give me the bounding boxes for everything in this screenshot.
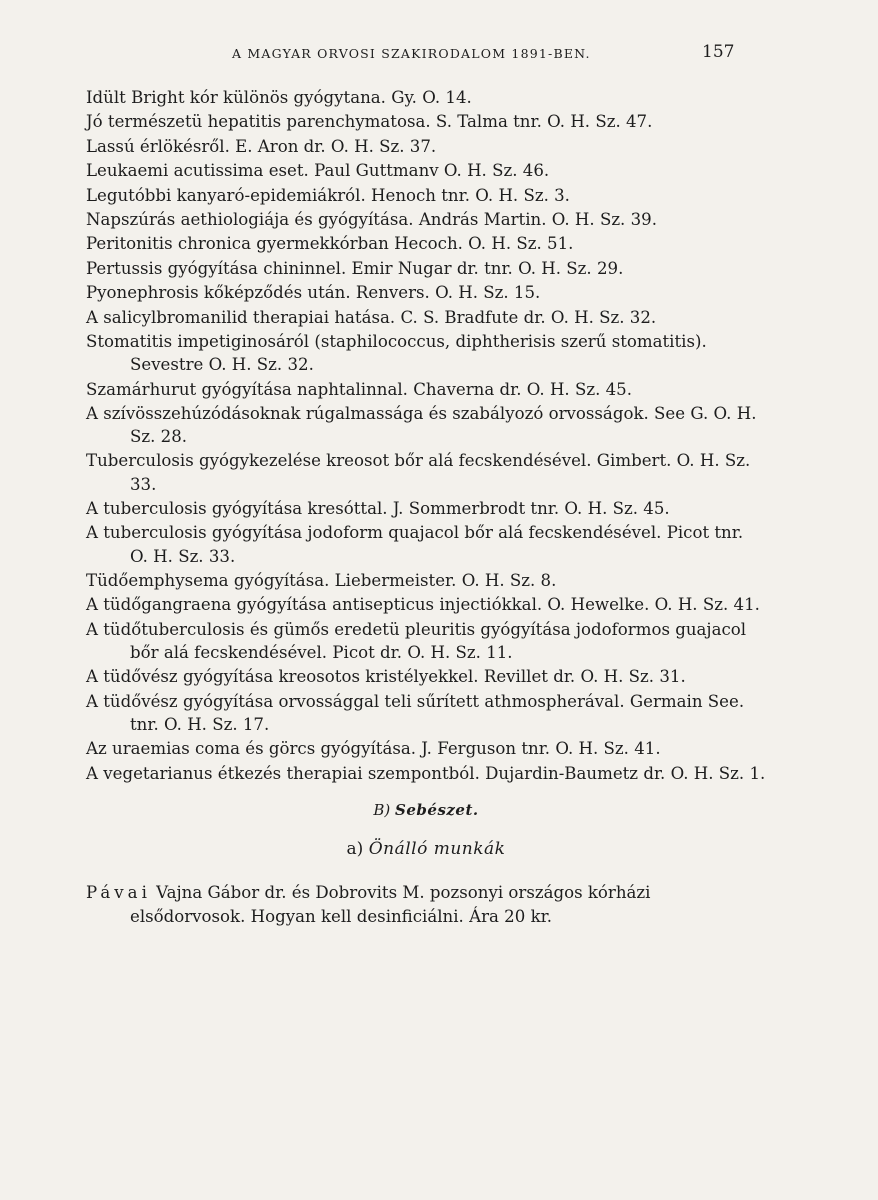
bibliography-entry: A vegetarianus étkezés therapiai szempontból. Dujardin-Baumetz dr. O. H. Sz. 1. [86,763,766,783]
bibliography-entry: A tüdővész gyógyítása kreosotos kristélyekkel. Revillet dr. O. H. Sz. 31. [86,667,686,687]
section-heading-surgery [86,799,766,822]
bibliography-entry: A salicylbromanilid therapiai hatása. C. S. Bradfute dr. O. H. Sz. 32. [86,307,657,327]
section-letter: B) [373,801,391,820]
running-title: A MAGYAR ORVOSI SZAKIRODALOM 1891-BEN. [232,46,591,61]
section-title: Sebészet. [395,801,479,820]
bibliography-entry: A szívösszehúzódásoknak rúgalmassága és szabályozó orvosságok. See G. O. H. Sz. 28. [86,403,757,447]
bibliography-entry: A tüdőgangraena gyógyítása antisepticus injectiókkal. O. Hewelke. O. H. Sz. 41. [86,595,760,615]
subsection-title: Önálló munkák [368,839,506,860]
bibliography-entry: A tüdővész gyógyítása orvossággal teli sűrített athmospherával. Germain See. tnr. O. H. Sz. 17. [86,691,745,735]
page-number: 157 [702,42,735,62]
bibliography-entry: Legutóbbi kanyaró-epidemiákról. Henoch tnr. O. H. Sz. 3. [86,185,570,205]
bibliography-entry: Tüdőemphysema gyógyítása. Liebermeister. O. H. Sz. 8. [86,571,557,591]
bibliography-entry: Lassú érlökésről. E. Aron dr. O. H. Sz. 37. [86,136,437,156]
subsection-letter: a) [346,839,364,860]
bibliography-entry: Peritonitis chronica gyermekkórban Hecoch. O. H. Sz. 51. [86,234,574,254]
subsection-heading-independent-works [86,838,766,861]
bibliography-list [86,86,766,929]
bibliography-entry: Pyonephrosis kőképződés után. Renvers. O. H. Sz. 15. [86,283,541,303]
bibliography-entry: A tuberculosis gyógyítása jodoform quajacol bőr alá fecskendésével. Picot tnr. O. H. Sz. 33. [86,523,744,566]
entry-text: Vajna Gábor dr. és Dobrovits M. pozsonyi országos kórházi elsődorvosok. Hogyan kell desinficiálni. Ára 20 kr. [130,883,651,926]
bibliography-entry: Idült Bright kór különös gyógytana. Gy. O. 14. [86,88,472,107]
bibliography-entry: Jó természetü hepatitis parenchymatosa. S. Talma tnr. O. H. Sz. 47. [86,112,653,132]
page-header [0,42,878,72]
entry-author: Pávai [86,883,151,903]
bibliography-entry: A tuberculosis gyógyítása kresóttal. J. Sommerbrodt tnr. O. H. Sz. 45. [86,499,670,519]
bibliography-entry [86,881,766,927]
bibliography-entry: Stomatitis impetiginosáról (staphilococcus, diphtherisis szerű stomatitis). Sevestre O. H. Sz. 32. [86,331,707,375]
bibliography-entry: Szamárhurut gyógyítása naphtalinnal. Chaverna dr. O. H. Sz. 45. [86,379,633,399]
bibliography-entry: Tuberculosis gyógykezelése kreosot bőr alá fecskendésével. Gimbert. O. H. Sz. 33. [86,451,751,494]
bibliography-entry: Az uraemias coma és görcs gyógyítása. J. Ferguson tnr. O. H. Sz. 41. [86,739,661,759]
bibliography-entry: Leukaemi acutissima eset. Paul Guttmanv O. H. Sz. 46. [86,161,550,181]
bibliography-entry: Napszúrás aethiologiája és gyógyítása. András Martin. O. H. Sz. 39. [86,209,658,229]
bibliography-entry: Pertussis gyógyítása chininnel. Emir Nugar dr. tnr. O. H. Sz. 29. [86,258,624,278]
bibliography-entry: A tüdőtuberculosis és gümős eredetü pleuritis gyógyítása jodoformos guajacol bőr alá fecskendésével. Picot dr. O. H. Sz. 11. [86,619,747,663]
